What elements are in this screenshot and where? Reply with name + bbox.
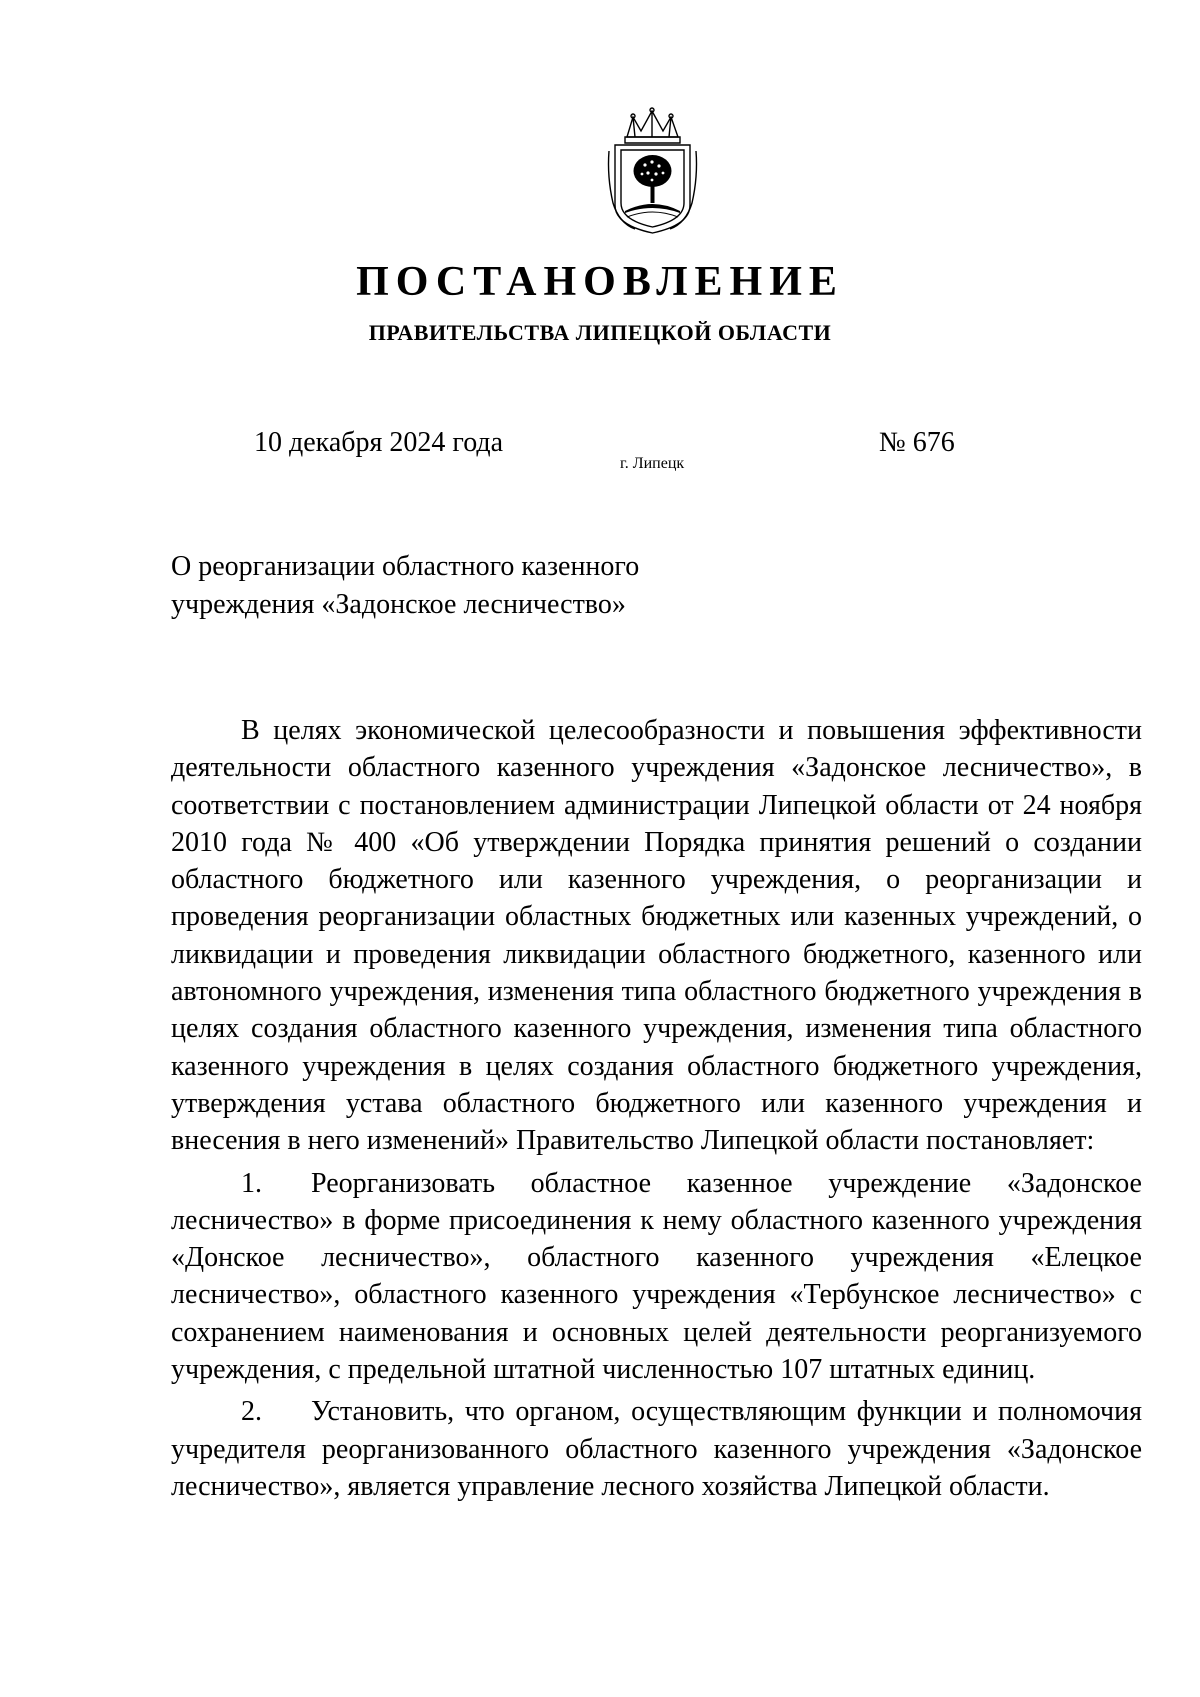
item-text: Установить, что органом, осуществляющим функции и полномочия учредителя реорганизованного областного казенного учреждения «Задонское лесничество», является управление лесного хозяйства Липецкой области. (171, 1396, 1142, 1502)
document-body (171, 712, 1142, 1510)
document-city: г. Липецк (620, 455, 685, 472)
item-text: Реорганизовать областное казенное учреждение «Задонское лесничество» в форме присоединения к нему областного казенного учреждения «Донское лесничество», областного казенного учреждения «Елецкое лесничество», областного казенного учреждения «Тербунское лесничество» с сохранением наименования и основных целей деятельности реорганизуемого учреждения, с предельной штатной численностью 107 штатных единиц. (171, 1167, 1142, 1386)
document-date: 10 декабря 2024 года (254, 427, 504, 458)
list-item (171, 1393, 1142, 1505)
list-item (171, 1165, 1142, 1389)
subject-line-1: О реорганизации областного казенного (171, 551, 640, 582)
issuing-authority: ПРАВИТЕЛЬСТВА ЛИПЕЦКОЙ ОБЛАСТИ (368, 320, 832, 345)
document-title: ПОСТАНОВЛЕНИЕ (356, 259, 844, 305)
preamble-paragraph: В целях экономической целесообразности и повышения эффективности деятельности областного казенного учреждения «Задонское лесничество», в соответствии с постановлением администрации Липецкой области от 24 ноября 2010 года № 400 «Об утверждении Порядка принятия решений о создании областного бюджетного или казенного учреждения, о реорганизации и проведения реорганизации областных бюджетных или казенных учреждений, о ликвидации и проведения ликвидации областного бюджетного, казенного или автономного учреждения, изменения типа областного бюджетного учреждения в целях создания областного казенного учреждения, изменения типа областного казенного учреждения в целях создания областного бюджетного учреждения, утверждения устава областного бюджетного или казенного учреждения и внесения в него изменений» Правительство Липецкой области постановляет: (171, 715, 1142, 1157)
subject-line-2: учреждения «Задонское лесничество» (171, 589, 626, 620)
document-number: № 676 (879, 427, 955, 458)
item-number: 2. (241, 1396, 262, 1428)
coat-of-arms-lipetsk-icon (605, 107, 700, 237)
document-subject (171, 548, 731, 624)
item-number: 1. (241, 1167, 262, 1199)
